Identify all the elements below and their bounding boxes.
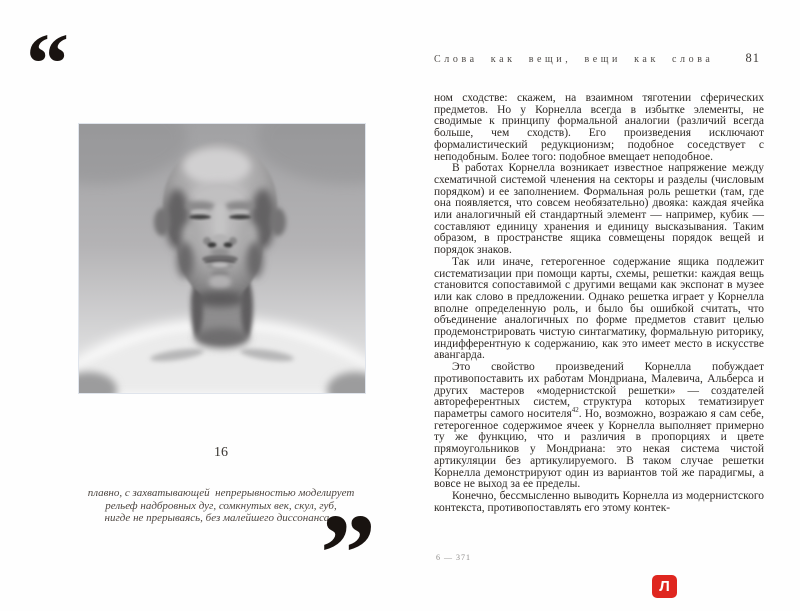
paragraph-3: Так или иначе, гетерогенное содержание ящика подлежит систематизации при помощи карты, схемы, решетки: каждая вещь становится сопоставимой с другими вещами как экспонат в музее или как слово в предложении. Однако решетка играет у Корнелла вполне определенную роль, и было бы ошибкой считать, что объединение аналогичных по форме предметов ставит целью продемонстрировать чистую синтагматику, формальную риторику, индифферентную к содержанию, как это имеет место в искусстве авангарда.: [434, 255, 764, 362]
paragraph-5: Конечно, бессмысленно выводить Корнелла из модернистского контекста, противопоставлять его этому контек-: [434, 489, 764, 514]
paragraph-4-text: Это свойство произведений Корнелла побуждает противопоставить их работам Мондриана, Малевича, Альберса и других мастеров «модернистской решетки» — создателей автореферентных систем, структура которых тематизирует параметры самого носителя: [434, 361, 764, 420]
paragraph-2: В работах Корнелла возникает известное напряжение между схематичной системой членения на секторы и разделы (числовым порядком) и ее заполнением. Формальная роль решетки (там, где она появляется, что совсем необязательно) двояка: каждая ячейка или аналогичный ей стандартный элемент — например, кубик — составляют единицу хранения и единицу высказывания. Таким образом, в пространстве ящика совмещены порядок вещей и порядок знаков.: [434, 162, 764, 257]
paragraph-4-text: . Но, возможно, возражаю я сам себе, гетерогенное содержимое ячеек у Корнелла выполняет примерно ту же функцию, что и различия в пропорциях и цвете прямоугольников у Мондриана: это некая система чистой артикуляции без артикулируемого. В таком случае решетки Корнелла демонстрируют один из вариантов той же парадигмы, а вовсе не выход за ее пределы.: [434, 407, 764, 491]
figure-number: 16: [214, 445, 228, 460]
caption-line: нигде не прерываясь, без малейшего диссонанса...: [104, 512, 338, 525]
labirint-watermark: Л: [652, 575, 677, 598]
paragraph-1: ном сходстве: скажем, на взаимном тяготении сферических предметов. Но у Корнелла всегда в избытке элементы, не сводимые к принципу формальной аналогии (различий всегда больше, чем сходств). Его произведения исключают формалистический редукционизм; подобное соседствует с неподобным. Более того: подобное вмещает неподобное.: [434, 92, 764, 163]
page-number: 81: [745, 51, 760, 65]
caption-line: рельеф надбровных дуг, сомкнутых век, скул, губ,: [105, 499, 337, 512]
portrait-photo: [78, 123, 366, 394]
body-text: [434, 93, 764, 514]
running-title: Слова как вещи, вещи как слова: [434, 54, 714, 65]
closing-quote-mark: ”: [320, 492, 369, 611]
portrait-photo-art: [79, 124, 365, 393]
running-head: [434, 51, 760, 66]
paragraph-4: [434, 362, 764, 491]
opening-quote-mark: “: [26, 15, 64, 111]
footnote-marker: 42: [571, 406, 579, 415]
print-signature-mark: 6 — 371: [436, 553, 471, 562]
caption-line: плавно, с захватывающей непрерывностью моделирует: [87, 487, 355, 499]
